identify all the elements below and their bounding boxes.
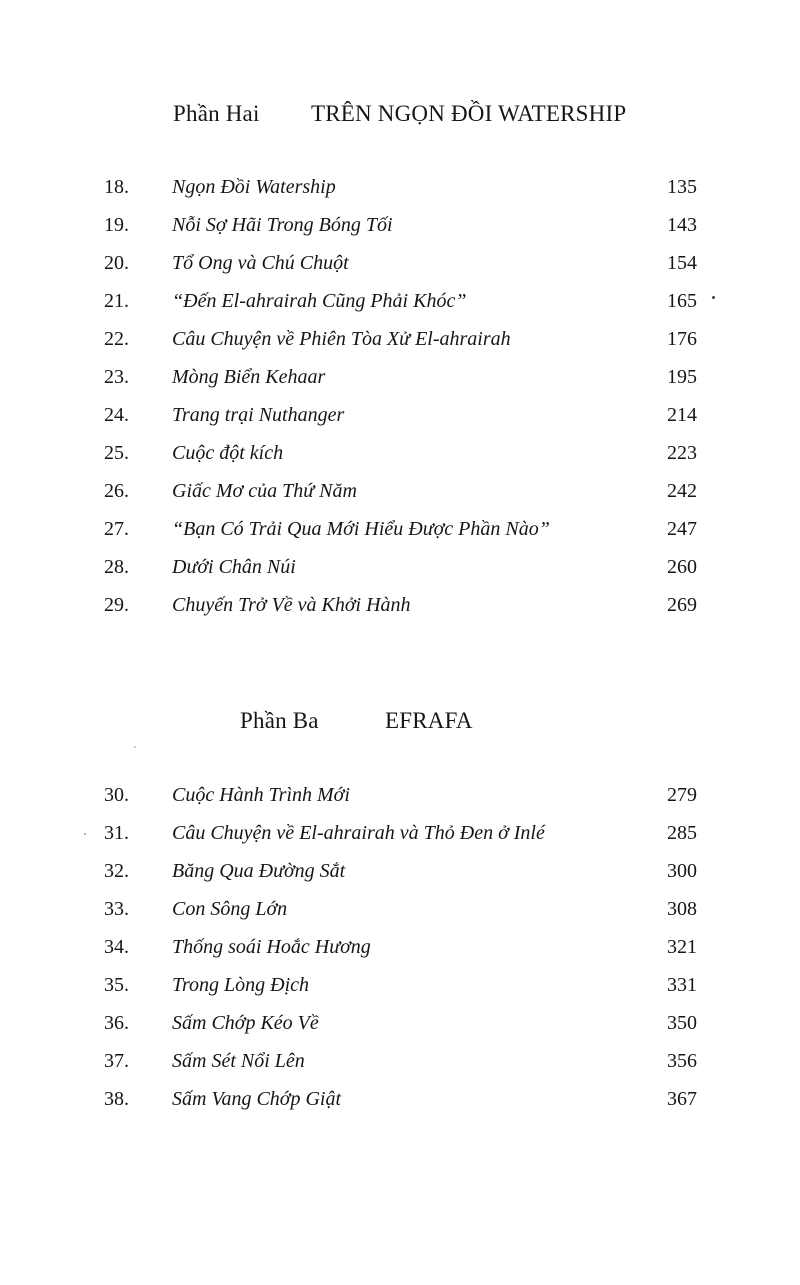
toc-row[interactable]	[0, 970, 800, 1008]
chapter-number: 36.	[104, 1012, 129, 1034]
toc-row[interactable]	[0, 248, 800, 286]
chapter-page: 300	[667, 860, 697, 882]
part-two-heading	[0, 101, 800, 131]
chapter-number: 25.	[104, 442, 129, 464]
chapter-page: 350	[667, 1012, 697, 1034]
chapter-page: 154	[667, 252, 697, 274]
print-speck	[84, 833, 86, 835]
part-three-label: Phần Ba	[240, 708, 319, 733]
toc-row[interactable]	[0, 324, 800, 362]
toc-row[interactable]	[0, 1046, 800, 1084]
part-two-title: TRÊN NGỌN ĐỒI WATERSHIP	[311, 101, 627, 126]
chapter-number: 38.	[104, 1088, 129, 1110]
chapter-number: 29.	[104, 594, 129, 616]
part-three-title: EFRAFA	[385, 708, 473, 733]
toc-row[interactable]	[0, 210, 800, 248]
toc-row[interactable]	[0, 1008, 800, 1046]
chapter-number: 32.	[104, 860, 129, 882]
chapter-title: Giấc Mơ của Thứ Năm	[172, 480, 357, 502]
chapter-number: 27.	[104, 518, 129, 540]
part-two-label: Phần Hai	[173, 101, 260, 126]
chapter-title: Sấm Vang Chớp Giật	[172, 1088, 342, 1110]
toc-row[interactable]	[0, 476, 800, 514]
chapter-title: Chuyến Trở Về và Khởi Hành	[172, 594, 411, 616]
chapter-number: 35.	[104, 974, 129, 996]
chapter-number: 20.	[104, 252, 129, 274]
chapter-title: “Đến El-ahrairah Cũng Phải Khóc”	[172, 290, 467, 312]
chapter-title: Sấm Chớp Kéo Về	[172, 1012, 319, 1034]
chapter-page: 247	[667, 518, 697, 540]
chapter-number: 23.	[104, 366, 129, 388]
chapter-number: 33.	[104, 898, 129, 920]
chapter-page: 308	[667, 898, 697, 920]
chapter-title: “Bạn Có Trải Qua Mới Hiểu Được Phần Nào”	[172, 518, 550, 540]
toc-row[interactable]	[0, 286, 800, 324]
toc-row[interactable]	[0, 590, 800, 628]
chapter-title: Trong Lòng Địch	[172, 974, 310, 996]
print-speck	[712, 296, 715, 299]
chapter-title: Nỗi Sợ Hãi Trong Bóng Tối	[172, 214, 393, 236]
chapter-number: 18.	[104, 176, 129, 198]
chapter-page: 269	[667, 594, 697, 616]
toc-row[interactable]	[0, 932, 800, 970]
toc-row[interactable]	[0, 1084, 800, 1122]
toc-row[interactable]	[0, 400, 800, 438]
chapter-page: 321	[667, 936, 697, 958]
chapter-number: 21.	[104, 290, 129, 312]
chapter-number: 30.	[104, 784, 129, 806]
part-two-toc	[0, 172, 800, 628]
chapter-page: 242	[667, 480, 697, 502]
chapter-title: Tổ Ong và Chú Chuột	[172, 252, 349, 274]
chapter-page: 223	[667, 442, 697, 464]
chapter-title: Cuộc đột kích	[172, 442, 284, 464]
chapter-page: 367	[667, 1088, 697, 1110]
toc-row[interactable]	[0, 514, 800, 552]
chapter-page: 260	[667, 556, 697, 578]
chapter-title: Cuộc Hành Trình Mới	[172, 784, 350, 806]
chapter-page: 195	[667, 366, 697, 388]
chapter-title: Con Sông Lớn	[172, 898, 288, 920]
chapter-title: Trang trại Nuthanger	[172, 404, 345, 426]
chapter-number: 28.	[104, 556, 129, 578]
toc-row[interactable]	[0, 438, 800, 476]
chapter-page: 176	[667, 328, 697, 350]
chapter-number: 31.	[104, 822, 129, 844]
part-three-toc	[0, 780, 800, 1122]
chapter-page: 279	[667, 784, 697, 806]
chapter-number: 26.	[104, 480, 129, 502]
chapter-title: Ngọn Đồi Watership	[172, 176, 336, 198]
toc-row[interactable]	[0, 362, 800, 400]
toc-row[interactable]	[0, 780, 800, 818]
part-three-heading	[0, 708, 800, 738]
chapter-page: 214	[667, 404, 697, 426]
chapter-page: 135	[667, 176, 697, 198]
chapter-title: Thống soái Hoắc Hương	[172, 936, 371, 958]
toc-row[interactable]	[0, 552, 800, 590]
chapter-title: Băng Qua Đường Sắt	[172, 860, 346, 882]
chapter-number: 37.	[104, 1050, 129, 1072]
toc-row[interactable]	[0, 818, 800, 856]
chapter-number: 24.	[104, 404, 129, 426]
chapter-title: Sấm Sét Nổi Lên	[172, 1050, 305, 1072]
chapter-title: Dưới Chân Núi	[172, 556, 296, 578]
chapter-number: 34.	[104, 936, 129, 958]
toc-row[interactable]	[0, 856, 800, 894]
chapter-number: 22.	[104, 328, 129, 350]
chapter-page: 331	[667, 974, 697, 996]
chapter-title: Câu Chuyện về El-ahrairah và Thỏ Đen ở Inlé	[172, 822, 545, 844]
chapter-number: 19.	[104, 214, 129, 236]
toc-row[interactable]	[0, 894, 800, 932]
chapter-title: Câu Chuyện về Phiên Tòa Xử El-ahrairah	[172, 328, 511, 350]
chapter-title: Mòng Biển Kehaar	[172, 366, 326, 388]
chapter-page: 165	[667, 290, 697, 312]
chapter-page: 356	[667, 1050, 697, 1072]
print-speck	[134, 746, 136, 748]
toc-row[interactable]	[0, 172, 800, 210]
chapter-page: 285	[667, 822, 697, 844]
chapter-page: 143	[667, 214, 697, 236]
